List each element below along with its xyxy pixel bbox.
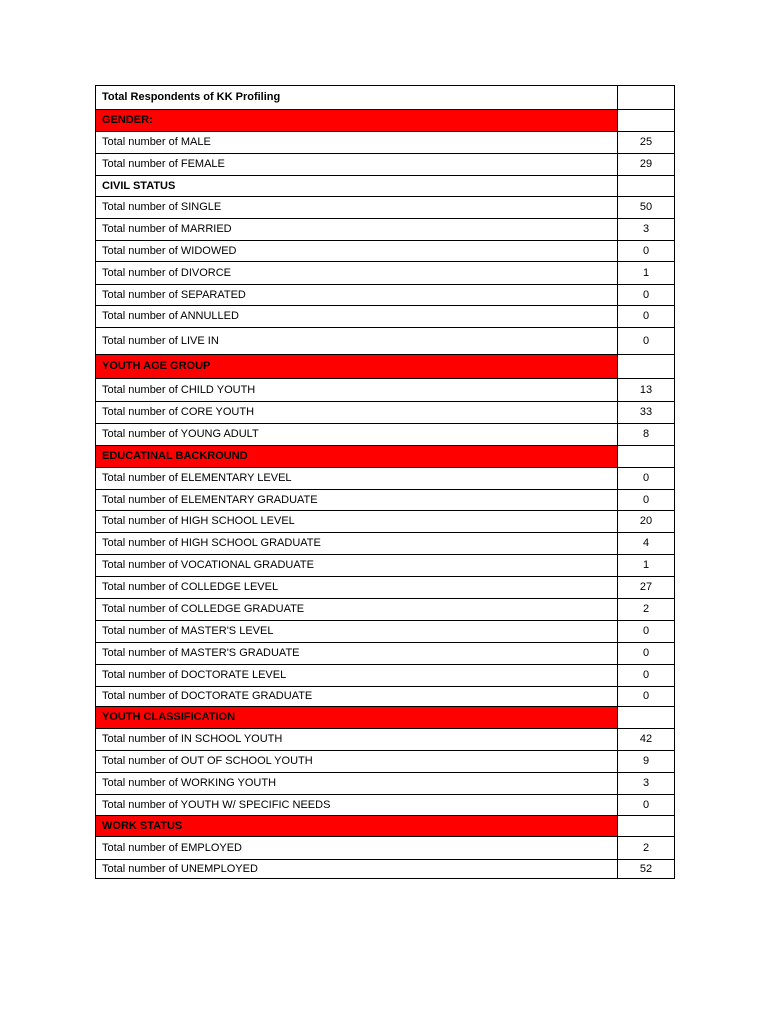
table-row [96,643,675,665]
section-header-row [96,355,675,379]
row-label: Total number of MARRIED [96,219,618,241]
table-row [96,197,675,219]
row-value: 0 [618,468,675,490]
section-header-row [96,707,675,729]
table-row [96,511,675,533]
row-value: 2 [618,599,675,621]
section-heading: YOUTH AGE GROUP [96,355,618,379]
kk-profiling-table [95,85,675,879]
section-heading: EDUCATINAL BACKROUND [96,446,618,468]
row-value: 52 [618,860,675,879]
section-heading-value-cell [618,355,675,379]
row-value: 4 [618,533,675,555]
section-heading-value-cell [618,816,675,837]
table-row [96,773,675,795]
row-value: 0 [618,643,675,665]
table-row [96,555,675,577]
row-label: Total number of DOCTORATE LEVEL [96,665,618,687]
row-label: Total number of WORKING YOUTH [96,773,618,795]
row-label: Total number of COLLEDGE GRADUATE [96,599,618,621]
row-value: 0 [618,795,675,816]
table-row [96,241,675,262]
row-label: Total number of MASTER'S GRADUATE [96,643,618,665]
table-row [96,577,675,599]
row-label: Total number of HIGH SCHOOL LEVEL [96,511,618,533]
section-header-row [96,110,675,132]
row-value: 0 [618,285,675,306]
table-row [96,599,675,621]
row-value: 2 [618,837,675,860]
table-row [96,729,675,751]
row-label: Total number of ELEMENTARY GRADUATE [96,490,618,511]
section-heading: CIVIL STATUS [96,176,618,197]
row-label: Total number of COLLEDGE LEVEL [96,577,618,599]
row-label: Total number of UNEMPLOYED [96,860,618,879]
row-value: 27 [618,577,675,599]
row-value: 0 [618,687,675,707]
row-value: 20 [618,511,675,533]
table-row [96,687,675,707]
row-value: 50 [618,197,675,219]
row-label: Total number of WIDOWED [96,241,618,262]
row-label: Total number of SINGLE [96,197,618,219]
section-header-row [96,176,675,197]
section-heading-value-cell [618,707,675,729]
table-row [96,402,675,424]
section-heading: YOUTH CLASSIFICATION [96,707,618,729]
section-heading: WORK STATUS [96,816,618,837]
row-label: Total number of OUT OF SCHOOL YOUTH [96,751,618,773]
row-value: 8 [618,424,675,446]
row-value: 13 [618,379,675,402]
section-heading: GENDER: [96,110,618,132]
table-row [96,490,675,511]
row-label: Total number of SEPARATED [96,285,618,306]
row-value: 0 [618,328,675,355]
row-value: 9 [618,751,675,773]
table-title: Total Respondents of KK Profiling [96,86,618,110]
title-row [96,86,675,110]
title-value-cell [618,86,675,110]
table-row [96,533,675,555]
section-header-row [96,816,675,837]
table-row [96,379,675,402]
table-row [96,285,675,306]
section-header-row [96,446,675,468]
row-label: Total number of HIGH SCHOOL GRADUATE [96,533,618,555]
table-row [96,621,675,643]
row-value: 1 [618,555,675,577]
row-value: 25 [618,132,675,154]
row-value: 1 [618,262,675,285]
row-label: Total number of CHILD YOUTH [96,379,618,402]
row-value: 3 [618,773,675,795]
row-label: Total number of ANNULLED [96,306,618,328]
row-label: Total number of FEMALE [96,154,618,176]
section-heading-value-cell [618,446,675,468]
row-value: 33 [618,402,675,424]
table-row [96,262,675,285]
table-row [96,795,675,816]
table-row [96,132,675,154]
row-value: 0 [618,306,675,328]
row-label: Total number of DOCTORATE GRADUATE [96,687,618,707]
row-value: 0 [618,241,675,262]
row-value: 3 [618,219,675,241]
table-row [96,328,675,355]
row-label: Total number of MASTER'S LEVEL [96,621,618,643]
table-row [96,219,675,241]
row-value: 0 [618,490,675,511]
table-row [96,665,675,687]
table-row [96,468,675,490]
row-label: Total number of YOUNG ADULT [96,424,618,446]
row-value: 42 [618,729,675,751]
row-value: 29 [618,154,675,176]
row-value: 0 [618,665,675,687]
row-label: Total number of YOUTH W/ SPECIFIC NEEDS [96,795,618,816]
table-row [96,424,675,446]
table-row [96,860,675,879]
section-heading-value-cell [618,110,675,132]
section-heading-value-cell [618,176,675,197]
row-label: Total number of LIVE IN [96,328,618,355]
table-row [96,837,675,860]
row-label: Total number of VOCATIONAL GRADUATE [96,555,618,577]
row-label: Total number of DIVORCE [96,262,618,285]
row-value: 0 [618,621,675,643]
row-label: Total number of EMPLOYED [96,837,618,860]
row-label: Total number of IN SCHOOL YOUTH [96,729,618,751]
row-label: Total number of MALE [96,132,618,154]
row-label: Total number of CORE YOUTH [96,402,618,424]
table-row [96,751,675,773]
table-row [96,154,675,176]
table-row [96,306,675,328]
row-label: Total number of ELEMENTARY LEVEL [96,468,618,490]
